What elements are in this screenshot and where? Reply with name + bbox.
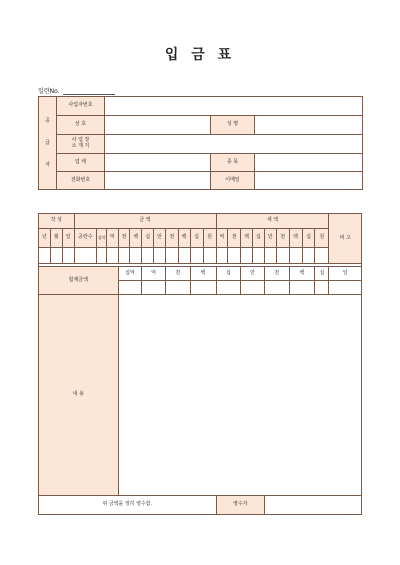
tax-digit-label: 만 (264, 229, 276, 248)
content-field[interactable] (118, 295, 361, 496)
supplier-side-label (39, 97, 57, 190)
company-label: 상 호 (57, 116, 105, 135)
document-title: 입 금 표 (164, 47, 236, 63)
tax-digit-cell[interactable] (315, 248, 329, 264)
tax-header: 세 액 (216, 214, 329, 229)
tax-digit-label: 십 (253, 229, 265, 248)
address-label-line1: 사 업 장 (71, 137, 90, 144)
content-label: 내 용 (39, 295, 119, 496)
tax-digit-label: 원 (315, 229, 329, 248)
day-cell[interactable] (62, 248, 74, 264)
amount-header: 금 액 (74, 214, 216, 229)
total-digit-label: 천 (264, 267, 289, 281)
business-no-field[interactable] (105, 97, 363, 116)
tax-digit-label: 천 (228, 229, 241, 248)
business-type-field[interactable] (105, 154, 211, 172)
total-digit-cell[interactable] (165, 281, 190, 295)
receiver-field[interactable] (264, 496, 361, 515)
tax-digit-cell[interactable] (253, 248, 265, 264)
amount-digit-cell[interactable] (118, 248, 130, 264)
receiver-label: 영수자 (216, 496, 264, 515)
address-label (57, 135, 105, 154)
receipt-statement: 위 금액을 정히 영수함. (39, 496, 217, 515)
phone-label: 전화번호 (57, 172, 105, 190)
name-field[interactable] (255, 116, 363, 135)
tax-digit-cell[interactable] (302, 248, 315, 264)
email-field[interactable] (255, 172, 363, 190)
amount-digit-label: 백 (130, 229, 142, 248)
total-digit-label: 억 (142, 267, 166, 281)
total-label: 합계금액 (39, 267, 119, 295)
total-digit-cell[interactable] (289, 281, 315, 295)
note-header: 비 고 (329, 214, 362, 264)
date-header: 작 성 (39, 214, 75, 229)
total-digit-label: 일 (329, 267, 362, 281)
month-label: 월 (50, 229, 62, 248)
tax-digit-cell[interactable] (264, 248, 276, 264)
total-digit-cell[interactable] (142, 281, 166, 295)
tax-digit-label: 천 (276, 229, 289, 248)
amount-digit-label: 원 (203, 229, 216, 248)
total-digit-cell[interactable] (118, 281, 142, 295)
year-cell[interactable] (39, 248, 51, 264)
tax-digit-label: 억 (216, 229, 228, 248)
amount-digit-label: 십 (190, 229, 203, 248)
total-digit-cell[interactable] (329, 281, 362, 295)
total-digit-label: 만 (241, 267, 265, 281)
day-label: 일 (62, 229, 74, 248)
amount-table (38, 213, 362, 515)
year-label: 년 (39, 229, 51, 248)
tax-digit-cell[interactable] (216, 248, 228, 264)
email-label: 이메일 (211, 172, 255, 190)
serial-number-input[interactable] (63, 87, 115, 95)
amount-digit-cell[interactable] (142, 248, 154, 264)
name-label: 성 명 (211, 116, 255, 135)
supplier-char-2: 급 (45, 140, 50, 146)
total-digit-cell[interactable] (216, 281, 241, 295)
company-field[interactable] (105, 116, 211, 135)
tax-digit-label: 백 (289, 229, 302, 248)
tax-digit-cell[interactable] (276, 248, 289, 264)
amount-digit-cell[interactable] (190, 248, 203, 264)
supplier-table (38, 96, 363, 190)
supplier-char-1: 공 (45, 118, 50, 124)
amount-digit-label: 십억 (97, 229, 107, 248)
address-field[interactable] (105, 135, 363, 154)
blank-count-cell[interactable] (74, 248, 97, 264)
total-digit-label: 천 (165, 267, 190, 281)
supplier-char-3: 자 (45, 162, 50, 168)
total-digit-label: 십억 (118, 267, 142, 281)
total-digit-cell[interactable] (315, 281, 329, 295)
total-digit-label: 십 (216, 267, 241, 281)
business-type-label: 업 태 (57, 154, 105, 172)
serial-label: 일련No. (38, 88, 60, 95)
total-digit-label: 십 (315, 267, 329, 281)
amount-digit-label: 백 (178, 229, 190, 248)
tax-digit-label: 백 (241, 229, 253, 248)
blank-count-label: 공란수 (74, 229, 97, 248)
total-digit-cell[interactable] (241, 281, 265, 295)
phone-field[interactable] (105, 172, 211, 190)
amount-digit-cell[interactable] (130, 248, 142, 264)
category-label: 종 목 (211, 154, 255, 172)
total-digit-label: 백 (289, 267, 315, 281)
tax-digit-cell[interactable] (241, 248, 253, 264)
amount-digit-cell[interactable] (106, 248, 118, 264)
amount-digit-label: 억 (106, 229, 118, 248)
address-label-line2: 소 재 지 (71, 143, 90, 149)
amount-digit-label: 만 (154, 229, 166, 248)
total-digit-cell[interactable] (190, 281, 216, 295)
amount-digit-cell[interactable] (178, 248, 190, 264)
amount-digit-cell[interactable] (97, 248, 107, 264)
amount-digit-cell[interactable] (165, 248, 178, 264)
amount-digit-label: 천 (165, 229, 178, 248)
business-no-label: 사업자번호 (57, 97, 105, 116)
total-digit-cell[interactable] (264, 281, 289, 295)
category-field[interactable] (255, 154, 363, 172)
tax-digit-label: 십 (302, 229, 315, 248)
total-digit-label: 백 (190, 267, 216, 281)
month-cell[interactable] (50, 248, 62, 264)
amount-digit-label: 천 (118, 229, 130, 248)
tax-digit-cell[interactable] (228, 248, 241, 264)
amount-digit-cell[interactable] (154, 248, 166, 264)
amount-digit-label: 십 (142, 229, 154, 248)
tax-digit-cell[interactable] (289, 248, 302, 264)
serial-number-field (38, 86, 115, 95)
amount-digit-cell[interactable] (203, 248, 216, 264)
